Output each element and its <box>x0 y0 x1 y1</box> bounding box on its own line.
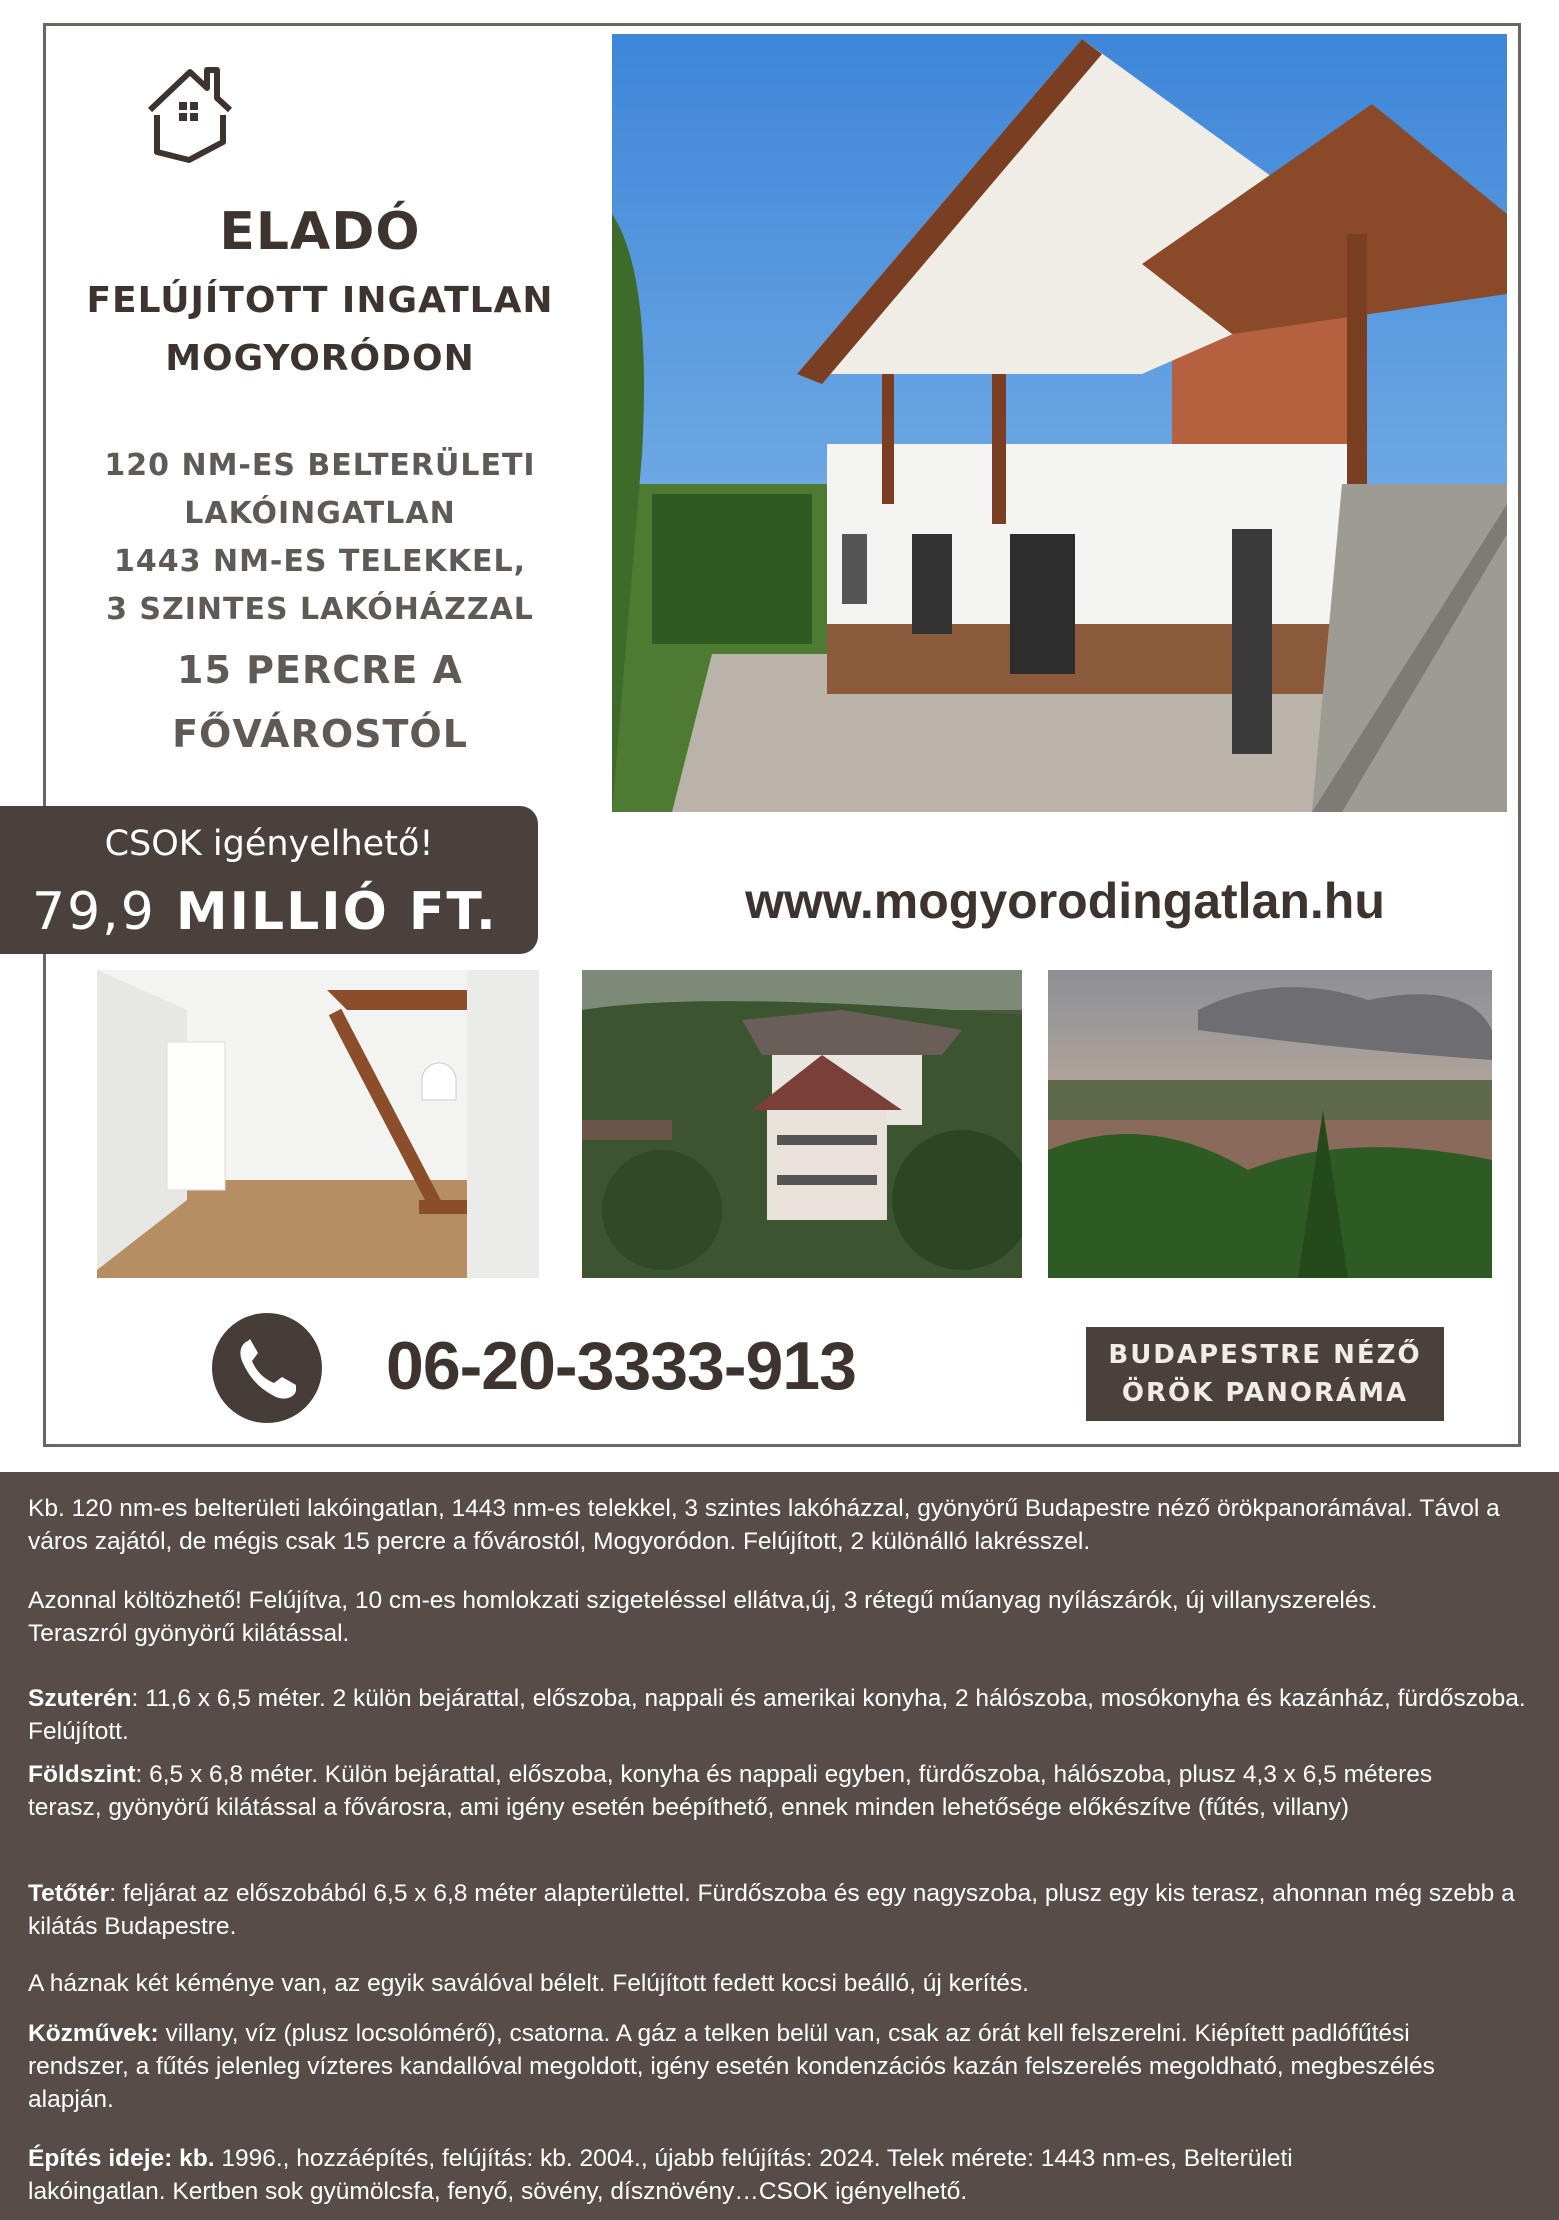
detail-line: 3 SZINTES LAKÓHÁZZAL <box>106 592 534 627</box>
csok-label: CSOK igényelhető! <box>104 824 434 864</box>
phone-number[interactable]: 06-20-3333-913 <box>386 1328 856 1404</box>
description-intro: Kb. 120 nm-es belterületi lakóingatlan, 1443 nm-es telekkel, 3 szintes lakóházzal, gyönyörű Budapestre néző örökpanorámával. Távol a város zajától, de mégis csak 15 percre a fővárostól, Mogyoródon. Felújított, 2 különálló lakrésszel. <box>28 1495 1500 1555</box>
epites-label: Építés ideje: kb. <box>28 2145 215 2172</box>
detail-line: LAKÓINGATLAN <box>184 496 456 531</box>
phone-button[interactable] <box>212 1313 322 1423</box>
kozmuvek-text: villany, víz (plusz locsolómérő), csatorna. A gáz a telken belül van, csak az órát kell felszerelni. Kiépített padlófűtési rendszer, a fűtés jelenleg vízteres kandallóval megoldott, igény esetén kondenzációs kazán felszerelés megoldható, megbeszélés alapján. <box>28 2020 1435 2113</box>
house-logo-icon <box>145 60 235 170</box>
kozmuvek-label: Közművek: <box>28 2020 159 2047</box>
description-szuteren <box>28 1682 1543 1748</box>
epites-text: 1996., hozzáépítés, felújítás: kb. 2004., újabb felújítás: 2024. Telek mérete: 1443 nm-es, Belterületi lakóingatlan. Kertben sok gyümölcsfa, fenyő, sövény, dísznövény…CSOK igényelhető. <box>28 2145 1293 2205</box>
phone-icon <box>212 1313 322 1423</box>
headline-line-3: MOGYORÓDON <box>165 338 475 379</box>
badge-line: ÖRÖK PANORÁMA <box>1121 1378 1409 1408</box>
szuteren-label: Szuterén <box>28 1685 132 1712</box>
headline-line-2: FELÚJÍTOTT INGATLAN <box>86 280 554 321</box>
interior-photo <box>97 970 539 1278</box>
description-foldszint <box>28 1758 1468 1824</box>
badge-line: BUDAPESTRE NÉZŐ <box>1108 1340 1422 1370</box>
tetoter-label: Tetőtér <box>28 1880 110 1907</box>
distance-line: FŐVÁROSTÓL <box>172 712 468 756</box>
foldszint-text: : 6,5 x 6,8 méter. Külön bejárattal, előszoba, konyha és nappali egyben, fürdőszoba, hálószoba, plusz 4,3 x 6,5 méteres terasz, gyönyörű kilátással a fővárosra, ami igény esetén beépíthető, ennek minden lehetősége előkészítve (fűtés, villany) <box>28 1761 1433 1821</box>
description-chimney: A háznak két kéménye van, az egyik saválóval bélelt. Felújított fedett kocsi beálló, új kerítés. <box>28 1970 1029 1997</box>
house-exterior-photo <box>612 34 1507 812</box>
panorama-view-photo <box>1048 970 1492 1278</box>
distance-line: 15 PERCRE A <box>177 648 463 692</box>
price-box <box>0 806 538 954</box>
description-kozmuvek <box>28 2017 1468 2116</box>
description-panel <box>0 1472 1559 2220</box>
foldszint-label: Földszint <box>28 1761 136 1788</box>
panorama-badge <box>1086 1327 1444 1421</box>
headline-title: ELADÓ <box>219 202 421 262</box>
detail-line: 1443 NM-ES TELEKKEL, <box>114 544 526 579</box>
tetoter-text: : feljárat az előszobából 6,5 x 6,8 méter alapterülettel. Fürdőszoba és egy nagyszoba, plusz egy kis terasz, ahonnan még szebb a kilátás Budapestre. <box>28 1880 1515 1940</box>
aerial-house-photo <box>582 970 1022 1278</box>
szuteren-text: : 11,6 x 6,5 méter. 2 külön bejárattal, előszoba, nappali és amerikai konyha, 2 hálószoba, mosókonyha és kazánház, fürdőszoba. Felújított. <box>28 1685 1526 1745</box>
price <box>32 882 498 942</box>
description-ready: Azonnal költözhető! Felújítva, 10 cm-es homlokzati szigeteléssel ellátva,új, 3 rétegű műanyag nyílászárók, új villanyszerelés. Teraszról gyönyörű kilátással. <box>28 1587 1378 1647</box>
description-tetoter <box>28 1877 1543 1943</box>
website-link[interactable]: www.mogyorodingatlan.hu <box>745 873 1385 929</box>
price-number: 79,9 <box>32 882 156 942</box>
description-epites <box>28 2142 1408 2208</box>
detail-line: 120 NM-ES BELTERÜLETI <box>104 448 536 483</box>
price-unit: MILLIÓ FT. <box>175 882 498 942</box>
